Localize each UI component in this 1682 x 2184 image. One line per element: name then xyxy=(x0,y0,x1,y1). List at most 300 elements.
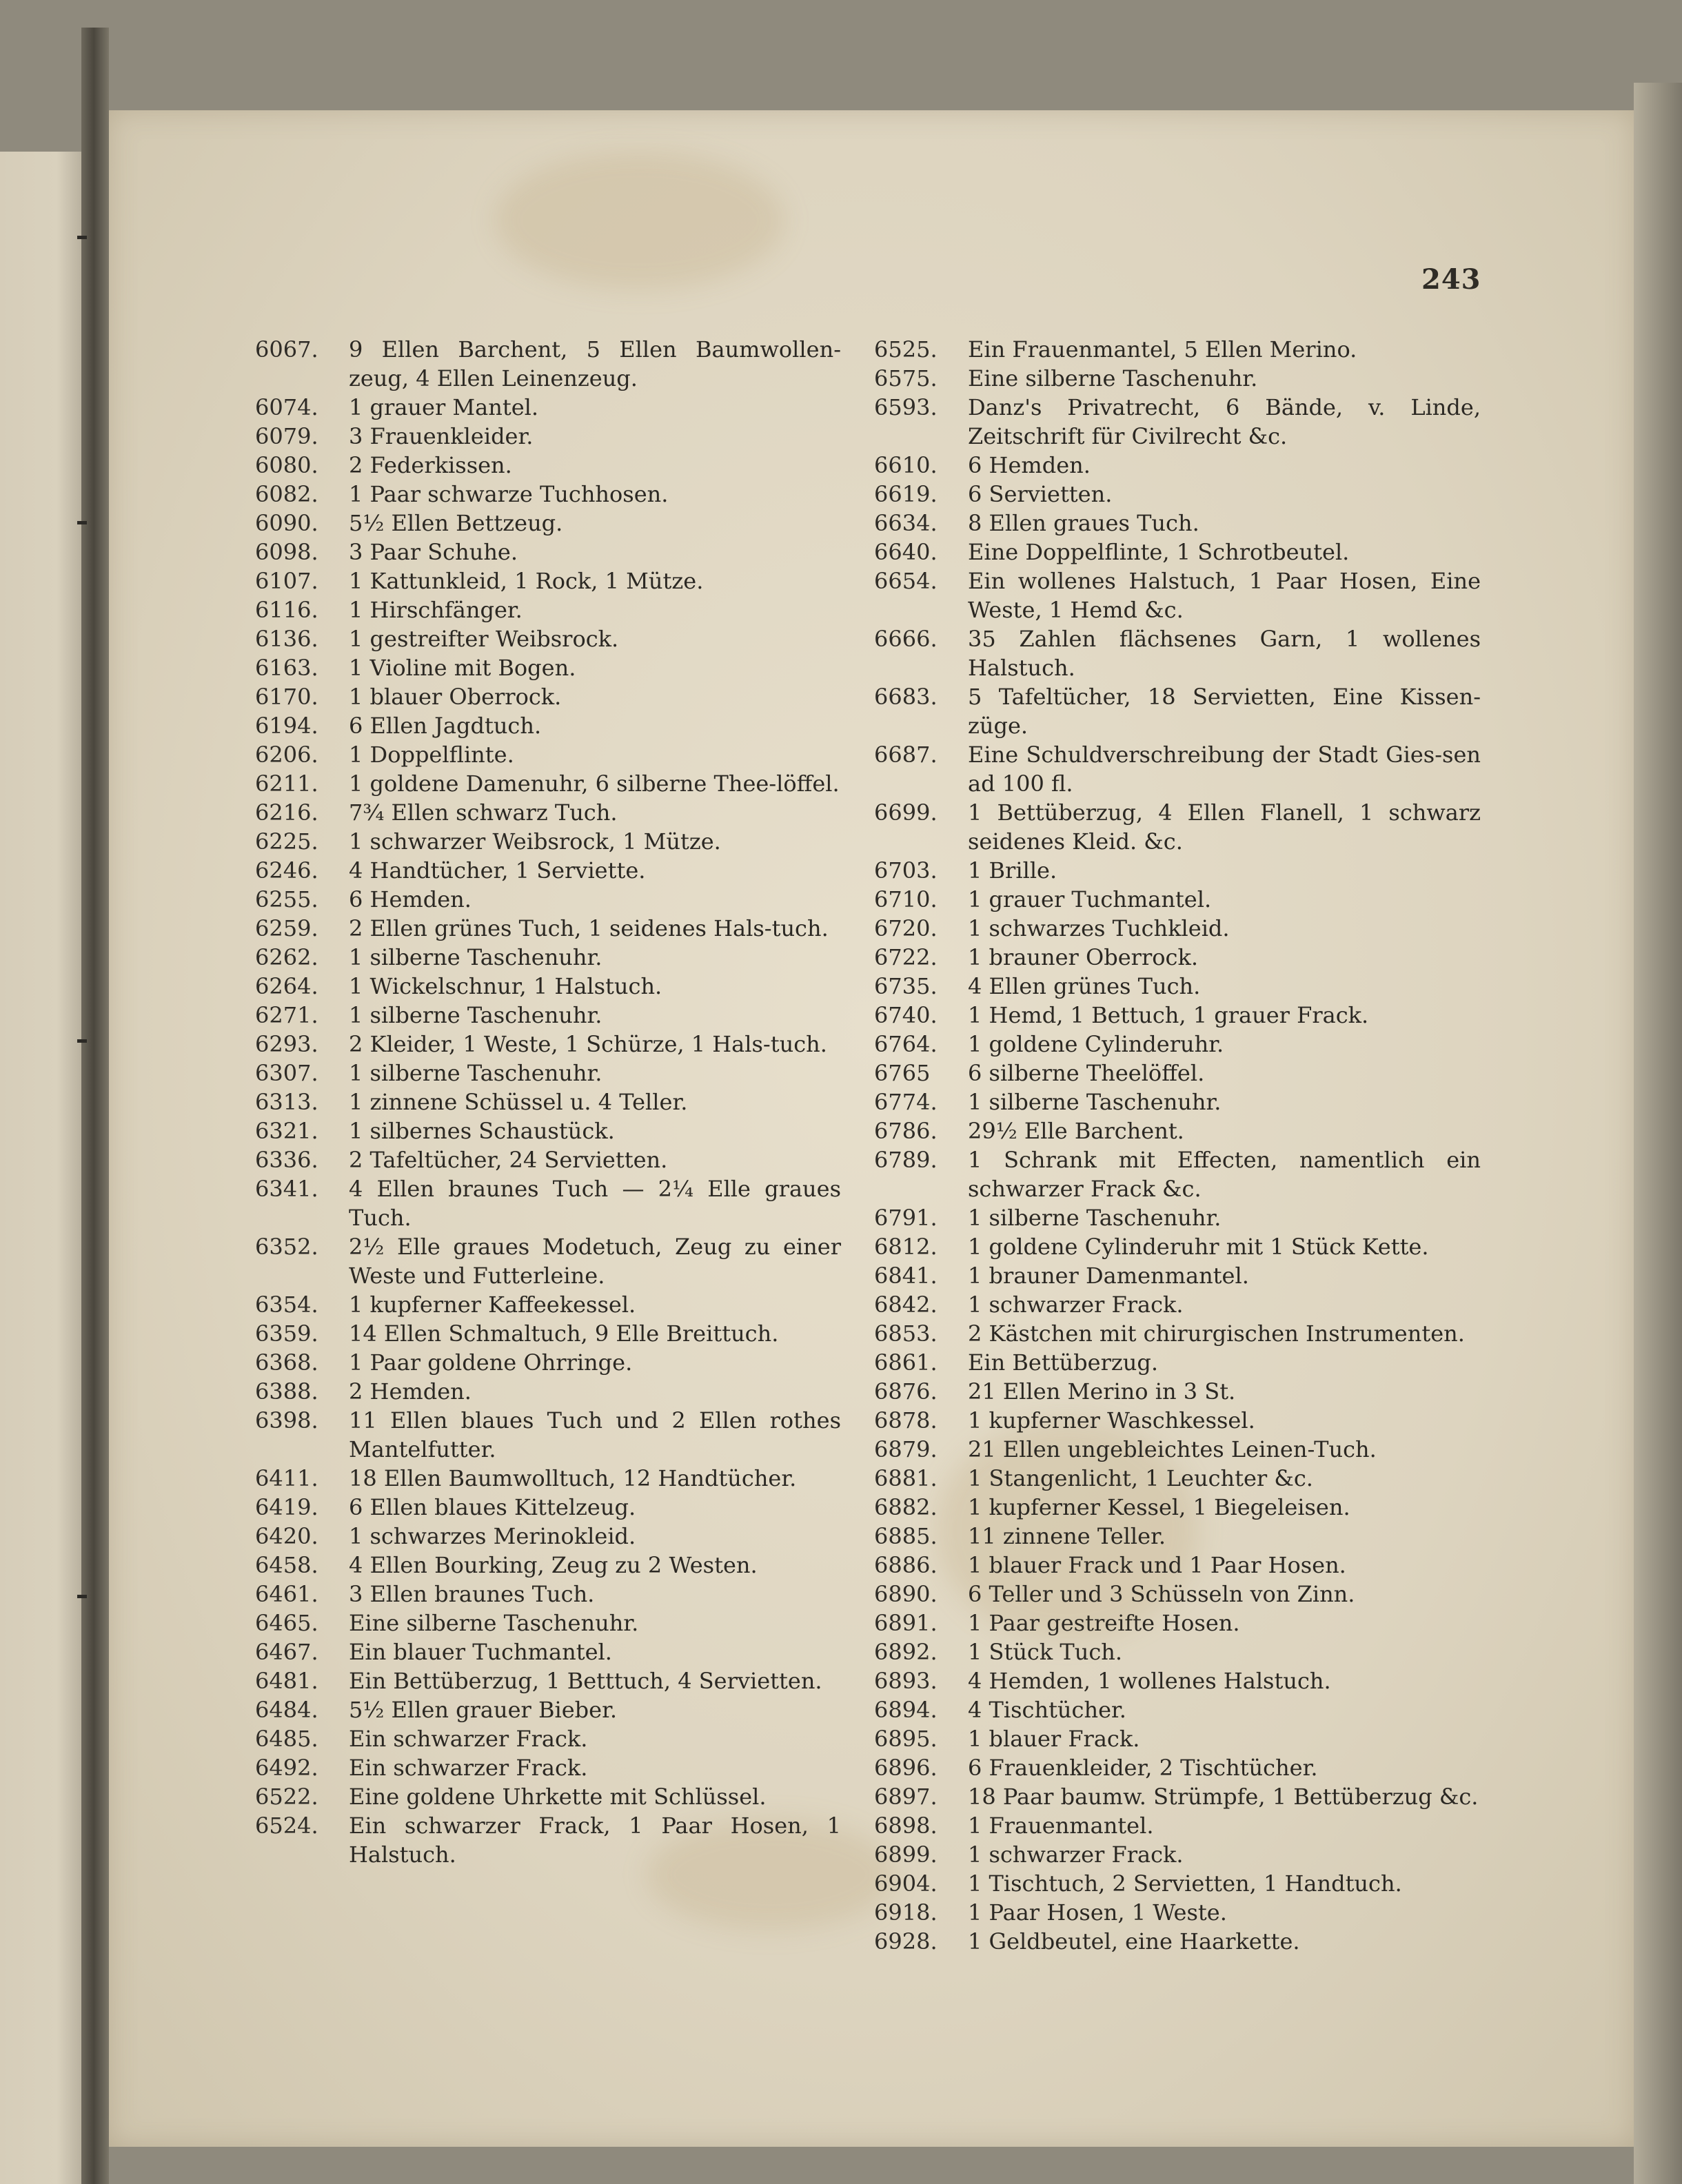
list-item xyxy=(874,1348,1481,1377)
list-item xyxy=(255,943,841,972)
list-item xyxy=(255,509,841,538)
list-item xyxy=(255,480,841,509)
item-description: 1 Schrank mit Effecten, namentlich ein schwarzer Frack &c. xyxy=(968,1147,1481,1202)
margin-mark xyxy=(77,236,87,239)
list-item xyxy=(874,740,1481,798)
item-number: 6107. xyxy=(255,568,318,594)
list-item xyxy=(874,1319,1481,1348)
item-number: 6894. xyxy=(874,1697,938,1723)
item-number: 6897. xyxy=(874,1784,938,1810)
item-number: 6722. xyxy=(874,944,938,970)
item-description: 1 blauer Frack und 1 Paar Hosen. xyxy=(968,1552,1346,1578)
margin-mark xyxy=(77,1039,87,1043)
item-number: 6419. xyxy=(255,1494,318,1520)
item-number: 6764. xyxy=(874,1031,938,1057)
item-number: 6388. xyxy=(255,1378,318,1405)
item-description: 4 Ellen Bourking, Zeug zu 2 Westen. xyxy=(349,1552,758,1578)
item-description: 1 Stück Tuch. xyxy=(968,1639,1123,1665)
item-number: 6918. xyxy=(874,1899,938,1926)
item-description: 1 grauer Mantel. xyxy=(349,394,539,420)
item-number: 6524. xyxy=(255,1813,318,1839)
left-column xyxy=(255,335,841,1869)
item-number: 6895. xyxy=(874,1726,938,1752)
list-item xyxy=(874,1377,1481,1406)
list-item xyxy=(874,1261,1481,1290)
item-number: 6896. xyxy=(874,1755,938,1781)
item-description: 4 Ellen grünes Tuch. xyxy=(968,973,1201,999)
item-description: 1 Bettüberzug, 4 Ellen Flanell, 1 schwarz seidenes Kleid. &c. xyxy=(968,799,1481,855)
item-number: 6885. xyxy=(874,1523,938,1549)
list-item xyxy=(255,567,841,595)
list-item xyxy=(255,769,841,798)
item-description: 6 Servietten. xyxy=(968,481,1113,507)
item-description: Eine silberne Taschenuhr. xyxy=(968,365,1258,391)
list-item xyxy=(874,1666,1481,1695)
list-item xyxy=(874,451,1481,480)
list-item xyxy=(874,1116,1481,1145)
item-description: 1 silberne Taschenuhr. xyxy=(349,1060,602,1086)
list-item xyxy=(874,1059,1481,1088)
item-description: 1 schwarzes Merinokleid. xyxy=(349,1523,636,1549)
item-description: 1 Frauenmantel. xyxy=(968,1813,1154,1839)
list-item xyxy=(874,856,1481,885)
item-number: 6720. xyxy=(874,915,938,941)
item-description: 1 brauner Damenmantel. xyxy=(968,1263,1249,1289)
item-number: 6116. xyxy=(255,597,318,623)
item-number: 6890. xyxy=(874,1581,938,1607)
list-item xyxy=(255,682,841,711)
item-number: 6634. xyxy=(874,510,938,536)
list-item xyxy=(255,885,841,914)
item-description: 1 goldene Damenuhr, 6 silberne Thee-löffel. xyxy=(349,770,840,797)
list-item xyxy=(255,1493,841,1522)
list-item xyxy=(874,1580,1481,1609)
item-description: 6 Hemden. xyxy=(968,452,1091,478)
item-description: 1 kupferner Kessel, 1 Biegeleisen. xyxy=(968,1494,1350,1520)
item-description: 1 brauner Oberrock. xyxy=(968,944,1199,970)
item-number: 6090. xyxy=(255,510,318,536)
item-number: 6079. xyxy=(255,423,318,449)
item-number: 6080. xyxy=(255,452,318,478)
list-item xyxy=(874,1435,1481,1464)
item-description: 2 Hemden. xyxy=(349,1378,472,1405)
item-description: 2 Kleider, 1 Weste, 1 Schürze, 1 Hals-tuch. xyxy=(349,1031,827,1057)
item-number: 6575. xyxy=(874,365,938,391)
list-item xyxy=(874,1782,1481,1811)
item-number: 6492. xyxy=(255,1755,318,1781)
list-item xyxy=(874,1753,1481,1782)
item-number: 6170. xyxy=(255,684,318,710)
list-item xyxy=(255,972,841,1001)
item-number: 6610. xyxy=(874,452,938,478)
list-item xyxy=(255,1695,841,1724)
item-number: 6892. xyxy=(874,1639,938,1665)
item-description: 1 grauer Tuchmantel. xyxy=(968,886,1212,912)
right-column xyxy=(874,335,1481,1956)
item-description: 1 gestreifter Weibsrock. xyxy=(349,626,619,652)
list-item xyxy=(874,1695,1481,1724)
item-number: 6411. xyxy=(255,1465,318,1491)
list-item xyxy=(255,1001,841,1030)
item-number: 6225. xyxy=(255,828,318,855)
list-item xyxy=(255,1551,841,1580)
item-description: 1 Geldbeutel, eine Haarkette. xyxy=(968,1928,1300,1955)
item-number: 6336. xyxy=(255,1147,318,1173)
item-number: 6206. xyxy=(255,742,318,768)
list-item xyxy=(255,827,841,856)
item-number: 6882. xyxy=(874,1494,938,1520)
list-item xyxy=(874,1522,1481,1551)
list-item xyxy=(255,1232,841,1290)
item-number: 6735. xyxy=(874,973,938,999)
item-number: 6853. xyxy=(874,1320,938,1347)
item-description: 21 Ellen ungebleichtes Leinen-Tuch. xyxy=(968,1436,1377,1462)
list-item xyxy=(874,1927,1481,1956)
item-number: 6074. xyxy=(255,394,318,420)
item-description: 7¾ Ellen schwarz Tuch. xyxy=(349,799,618,826)
list-item xyxy=(255,1782,841,1811)
item-number: 6791. xyxy=(874,1205,938,1231)
item-description: 1 Doppelflinte. xyxy=(349,742,514,768)
list-item xyxy=(874,972,1481,1001)
item-description: 2 Federkissen. xyxy=(349,452,512,478)
item-number: 6812. xyxy=(874,1234,938,1260)
list-item xyxy=(255,1724,841,1753)
item-description: Ein blauer Tuchmantel. xyxy=(349,1639,612,1665)
item-number: 6398. xyxy=(255,1407,318,1433)
list-item xyxy=(874,624,1481,682)
item-number: 6354. xyxy=(255,1292,318,1318)
item-description: 9 Ellen Barchent, 5 Ellen Baumwollen-zeug, 4 Ellen Leinenzeug. xyxy=(349,336,841,391)
list-item xyxy=(255,335,841,393)
item-number: 6368. xyxy=(255,1349,318,1376)
item-number: 6893. xyxy=(874,1668,938,1694)
item-description: 1 Paar Hosen, 1 Weste. xyxy=(968,1899,1227,1926)
item-number: 6211. xyxy=(255,770,318,797)
facing-page-edge xyxy=(0,152,81,2184)
list-item xyxy=(255,711,841,740)
list-item xyxy=(255,1088,841,1116)
list-item xyxy=(255,1116,841,1145)
item-description: 1 schwarzer Weibsrock, 1 Mütze. xyxy=(349,828,721,855)
item-number: 6420. xyxy=(255,1523,318,1549)
item-number: 6271. xyxy=(255,1002,318,1028)
item-description: Ein schwarzer Frack. xyxy=(349,1726,588,1752)
list-item xyxy=(874,1551,1481,1580)
item-number: 6082. xyxy=(255,481,318,507)
list-item xyxy=(255,1406,841,1464)
list-item xyxy=(874,885,1481,914)
item-description: 1 goldene Cylinderuhr mit 1 Stück Kette. xyxy=(968,1234,1429,1260)
item-number: 6765 xyxy=(874,1060,931,1086)
list-item xyxy=(874,364,1481,393)
list-item xyxy=(874,1609,1481,1637)
item-number: 6341. xyxy=(255,1176,318,1202)
item-number: 6067. xyxy=(255,336,318,363)
list-item xyxy=(874,1088,1481,1116)
item-description: 1 kupferner Kaffeekessel. xyxy=(349,1292,636,1318)
item-number: 6313. xyxy=(255,1089,318,1115)
item-description: Ein schwarzer Frack, 1 Paar Hosen, 1 Halstuch. xyxy=(349,1813,841,1868)
list-item xyxy=(255,1377,841,1406)
item-description: 5½ Ellen Bettzeug. xyxy=(349,510,563,536)
item-description: Ein Frauenmantel, 5 Ellen Merino. xyxy=(968,336,1357,363)
item-number: 6484. xyxy=(255,1697,318,1723)
book-gutter xyxy=(81,28,109,2184)
list-item xyxy=(874,1811,1481,1840)
item-description: 1 schwarzer Frack. xyxy=(968,1841,1184,1868)
item-description: 1 Hirschfänger. xyxy=(349,597,523,623)
item-description: 1 schwarzes Tuchkleid. xyxy=(968,915,1230,941)
item-number: 6891. xyxy=(874,1610,938,1636)
list-item xyxy=(255,393,841,422)
list-item xyxy=(255,1637,841,1666)
item-number: 6098. xyxy=(255,539,318,565)
item-description: 6 Hemden. xyxy=(349,886,472,912)
item-description: 1 silbernes Schaustück. xyxy=(349,1118,615,1144)
item-description: 29½ Elle Barchent. xyxy=(968,1118,1184,1144)
item-number: 6710. xyxy=(874,886,938,912)
list-item xyxy=(255,1319,841,1348)
item-description: Eine Schuldverschreibung der Stadt Gies-sen ad 100 fl. xyxy=(968,742,1481,797)
item-number: 6352. xyxy=(255,1234,318,1260)
list-item xyxy=(874,567,1481,624)
list-item xyxy=(874,393,1481,451)
item-number: 6481. xyxy=(255,1668,318,1694)
item-number: 6465. xyxy=(255,1610,318,1636)
item-description: Ein schwarzer Frack. xyxy=(349,1755,588,1781)
item-number: 6262. xyxy=(255,944,318,970)
list-item xyxy=(255,798,841,827)
item-description: 3 Frauenkleider. xyxy=(349,423,534,449)
list-item xyxy=(255,1464,841,1493)
item-number: 6259. xyxy=(255,915,318,941)
item-number: 6485. xyxy=(255,1726,318,1752)
list-item xyxy=(874,1898,1481,1927)
item-number: 6842. xyxy=(874,1292,938,1318)
list-item xyxy=(874,1724,1481,1753)
item-description: 2 Ellen grünes Tuch, 1 seidenes Hals-tuch. xyxy=(349,915,829,941)
item-description: 1 Tischtuch, 2 Servietten, 1 Handtuch. xyxy=(968,1870,1402,1897)
list-item xyxy=(255,653,841,682)
list-item xyxy=(255,1609,841,1637)
item-number: 6683. xyxy=(874,684,938,710)
margin-mark xyxy=(77,1595,87,1598)
item-number: 6461. xyxy=(255,1581,318,1607)
item-description: 1 silberne Taschenuhr. xyxy=(349,944,602,970)
item-description: 5½ Ellen grauer Bieber. xyxy=(349,1697,618,1723)
item-description: Eine Doppelflinte, 1 Schrotbeutel. xyxy=(968,539,1350,565)
item-number: 6703. xyxy=(874,857,938,884)
item-number: 6163. xyxy=(255,655,318,681)
list-item xyxy=(874,1840,1481,1869)
item-description: 6 Ellen Jagdtuch. xyxy=(349,713,542,739)
item-number: 6321. xyxy=(255,1118,318,1144)
item-description: 6 Frauenkleider, 2 Tischtücher. xyxy=(968,1755,1318,1781)
list-item xyxy=(255,1753,841,1782)
item-number: 6904. xyxy=(874,1870,938,1897)
item-description: 1 Paar goldene Ohrringe. xyxy=(349,1349,633,1376)
item-number: 6246. xyxy=(255,857,318,884)
item-description: 2½ Elle graues Modetuch, Zeug zu einer Weste und Futterleine. xyxy=(349,1234,841,1289)
item-number: 6293. xyxy=(255,1031,318,1057)
list-item xyxy=(874,1493,1481,1522)
list-item xyxy=(874,1869,1481,1898)
item-description: 1 silberne Taschenuhr. xyxy=(968,1089,1222,1115)
item-description: 4 Handtücher, 1 Serviette. xyxy=(349,857,646,884)
item-number: 6786. xyxy=(874,1118,938,1144)
list-item xyxy=(874,1001,1481,1030)
item-number: 6876. xyxy=(874,1378,938,1405)
item-number: 6899. xyxy=(874,1841,938,1868)
list-item xyxy=(874,914,1481,943)
item-description: 1 Paar schwarze Tuchhosen. xyxy=(349,481,669,507)
item-description: 1 Hemd, 1 Bettuch, 1 grauer Frack. xyxy=(968,1002,1369,1028)
item-description: Ein Bettüberzug. xyxy=(968,1349,1158,1376)
item-description: 1 blauer Oberrock. xyxy=(349,684,562,710)
item-number: 6928. xyxy=(874,1928,938,1955)
list-item xyxy=(255,856,841,885)
list-item xyxy=(874,1030,1481,1059)
paper-stain xyxy=(495,152,784,289)
item-description: 1 Paar gestreifte Hosen. xyxy=(968,1610,1240,1636)
item-description: 18 Ellen Baumwolltuch, 12 Handtücher. xyxy=(349,1465,797,1491)
item-number: 6886. xyxy=(874,1552,938,1578)
list-item xyxy=(255,1666,841,1695)
item-description: 1 Kattunkleid, 1 Rock, 1 Mütze. xyxy=(349,568,704,594)
item-description: 1 Wickelschnur, 1 Halstuch. xyxy=(349,973,662,999)
list-item xyxy=(874,1290,1481,1319)
list-item xyxy=(874,682,1481,740)
item-number: 6307. xyxy=(255,1060,318,1086)
list-item xyxy=(255,740,841,769)
list-item xyxy=(874,509,1481,538)
margin-mark xyxy=(77,521,87,524)
item-description: 4 Ellen braunes Tuch — 2¼ Elle graues Tuch. xyxy=(349,1176,841,1231)
item-number: 6216. xyxy=(255,799,318,826)
item-description: Eine goldene Uhrkette mit Schlüssel. xyxy=(349,1784,767,1810)
item-number: 6593. xyxy=(874,394,938,420)
item-description: 3 Ellen braunes Tuch. xyxy=(349,1581,595,1607)
list-item xyxy=(255,451,841,480)
list-item xyxy=(874,1406,1481,1435)
item-description: 11 zinnene Teller. xyxy=(968,1523,1166,1549)
list-item xyxy=(255,1348,841,1377)
item-number: 6467. xyxy=(255,1639,318,1665)
list-item xyxy=(255,914,841,943)
item-number: 6619. xyxy=(874,481,938,507)
list-item xyxy=(255,595,841,624)
list-item xyxy=(255,1580,841,1609)
item-description: 1 blauer Frack. xyxy=(968,1726,1140,1752)
item-number: 6861. xyxy=(874,1349,938,1376)
list-item xyxy=(255,624,841,653)
item-number: 6898. xyxy=(874,1813,938,1839)
item-number: 6774. xyxy=(874,1089,938,1115)
item-number: 6789. xyxy=(874,1147,938,1173)
item-description: Eine silberne Taschenuhr. xyxy=(349,1610,639,1636)
list-item xyxy=(255,1290,841,1319)
item-description: Ein Bettüberzug, 1 Betttuch, 4 Servietten. xyxy=(349,1668,822,1694)
item-description: 1 silberne Taschenuhr. xyxy=(968,1205,1222,1231)
list-item xyxy=(255,422,841,451)
item-description: 6 Teller und 3 Schüsseln von Zinn. xyxy=(968,1581,1355,1607)
list-item xyxy=(255,1145,841,1174)
item-description: 35 Zahlen flächsenes Garn, 1 wollenes Halstuch. xyxy=(968,626,1481,681)
list-item xyxy=(874,335,1481,364)
item-number: 6525. xyxy=(874,336,938,363)
item-number: 6458. xyxy=(255,1552,318,1578)
item-number: 6687. xyxy=(874,742,938,768)
list-item xyxy=(874,1637,1481,1666)
item-description: 1 zinnene Schüssel u. 4 Teller. xyxy=(349,1089,688,1115)
list-item xyxy=(874,1464,1481,1493)
item-number: 6740. xyxy=(874,1002,938,1028)
item-number: 6881. xyxy=(874,1465,938,1491)
item-description: 1 Violine mit Bogen. xyxy=(349,655,576,681)
item-number: 6640. xyxy=(874,539,938,565)
item-number: 6841. xyxy=(874,1263,938,1289)
item-number: 6255. xyxy=(255,886,318,912)
item-description: 3 Paar Schuhe. xyxy=(349,539,518,565)
item-description: 1 kupferner Waschkessel. xyxy=(968,1407,1255,1433)
item-number: 6136. xyxy=(255,626,318,652)
item-description: 1 schwarzer Frack. xyxy=(968,1292,1184,1318)
list-item xyxy=(255,1522,841,1551)
item-number: 6878. xyxy=(874,1407,938,1433)
item-number: 6654. xyxy=(874,568,938,594)
list-item xyxy=(874,1145,1481,1203)
item-number: 6194. xyxy=(255,713,318,739)
item-description: 1 Stangenlicht, 1 Leuchter &c. xyxy=(968,1465,1313,1491)
list-item xyxy=(255,1811,841,1869)
item-description: 14 Ellen Schmaltuch, 9 Elle Breittuch. xyxy=(349,1320,779,1347)
item-number: 6666. xyxy=(874,626,938,652)
item-description: Ein wollenes Halstuch, 1 Paar Hosen, Eine Weste, 1 Hemd &c. xyxy=(968,568,1481,623)
item-number: 6879. xyxy=(874,1436,938,1462)
list-item xyxy=(874,538,1481,567)
item-description: 4 Hemden, 1 wollenes Halstuch. xyxy=(968,1668,1331,1694)
item-description: 18 Paar baumw. Strümpfe, 1 Bettüberzug &c. xyxy=(968,1784,1479,1810)
item-number: 6522. xyxy=(255,1784,318,1810)
list-item xyxy=(255,1030,841,1059)
page-number: 243 xyxy=(1421,263,1481,296)
item-description: 1 silberne Taschenuhr. xyxy=(349,1002,602,1028)
list-item xyxy=(255,1059,841,1088)
list-item xyxy=(255,538,841,567)
item-description: 8 Ellen graues Tuch. xyxy=(968,510,1199,536)
item-description: 11 Ellen blaues Tuch und 2 Ellen rothes Mantelfutter. xyxy=(349,1407,841,1462)
item-description: 4 Tischtücher. xyxy=(968,1697,1126,1723)
item-description: 2 Tafeltücher, 24 Servietten. xyxy=(349,1147,668,1173)
item-description: 21 Ellen Merino in 3 St. xyxy=(968,1378,1236,1405)
item-description: 2 Kästchen mit chirurgischen Instrumenten. xyxy=(968,1320,1465,1347)
item-number: 6359. xyxy=(255,1320,318,1347)
item-description: Danz's Privatrecht, 6 Bände, v. Linde, Zeitschrift für Civilrecht &c. xyxy=(968,394,1481,449)
item-description: 5 Tafeltücher, 18 Servietten, Eine Kissen-züge. xyxy=(968,684,1481,739)
page-edge-right xyxy=(1634,83,1682,2184)
item-number: 6699. xyxy=(874,799,938,826)
item-description: 6 silberne Theelöffel. xyxy=(968,1060,1205,1086)
item-description: 1 Brille. xyxy=(968,857,1057,884)
list-item xyxy=(874,943,1481,972)
item-description: 1 goldene Cylinderuhr. xyxy=(968,1031,1224,1057)
list-item xyxy=(874,480,1481,509)
item-description: 6 Ellen blaues Kittelzeug. xyxy=(349,1494,636,1520)
list-item xyxy=(874,798,1481,856)
list-item xyxy=(255,1174,841,1232)
list-item xyxy=(874,1203,1481,1232)
